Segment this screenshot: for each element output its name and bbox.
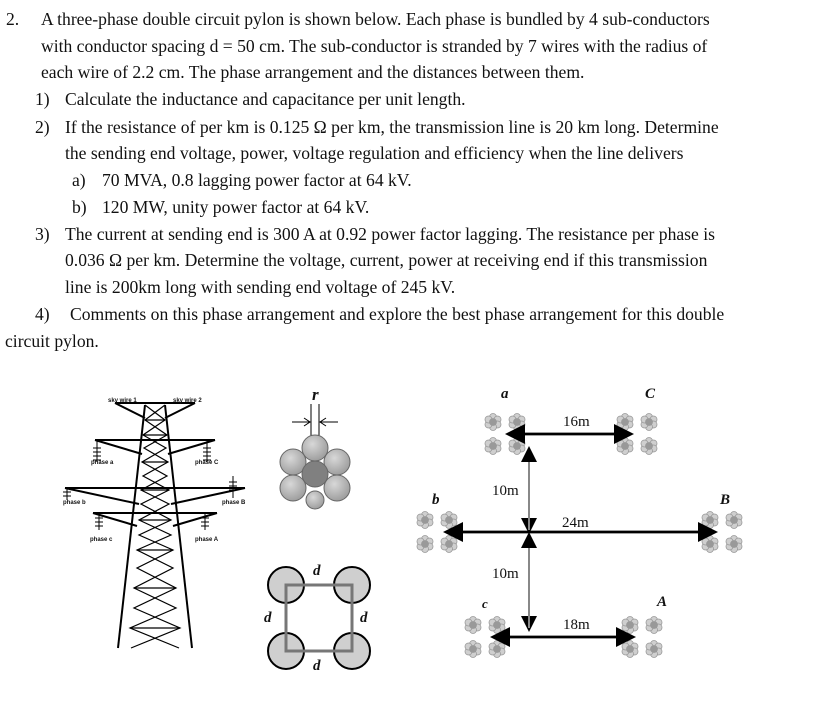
q2-line-2: the sending end voltage, power, voltage regulation and efficiency when the line delivers — [65, 143, 684, 163]
label-phase-B: phase B — [222, 500, 246, 506]
label-phase-A: phase A — [195, 537, 219, 543]
label-d-top: d — [313, 563, 321, 579]
dim-10m-lower: 10m — [492, 566, 519, 582]
label-phase-c: phase c — [90, 537, 113, 543]
q2-number: 2) — [35, 117, 50, 137]
strand-figure — [270, 390, 360, 510]
q1-text: Calculate the inductance and capacitance per unit length. — [65, 89, 466, 109]
label-phase-a: phase a — [91, 460, 114, 466]
dim-10m-upper: 10m — [492, 483, 519, 499]
q2-line-1: If the resistance of per km is 0.125 Ω per km, the transmission line is 20 km long. Determine — [65, 117, 719, 137]
label-d-bottom: d — [313, 658, 321, 674]
q3-line-2: 0.036 Ω per km. Determine the voltage, current, power at receiving end if this transmission — [65, 250, 708, 270]
dim-16m: 16m — [563, 414, 590, 430]
label-phase-b: phase b — [63, 500, 86, 506]
q2a-text: 70 MVA, 0.8 lagging power factor at 64 kV. — [102, 170, 412, 190]
label-phase-c-arr: c — [482, 596, 488, 611]
intro-line-3: each wire of 2.2 cm. The phase arrangement and the distances between them. — [41, 62, 585, 82]
q2a-number: a) — [72, 170, 86, 190]
label-phase-C: phase C — [195, 460, 219, 466]
dim-24m: 24m — [562, 515, 589, 531]
q1-number: 1) — [35, 89, 50, 109]
intro-line-1: A three-phase double circuit pylon is shown below. Each phase is bundled by 4 sub-conductors — [41, 9, 710, 29]
intro-line-2: with conductor spacing d = 50 cm. The sub-conductor is stranded by 7 wires with the radius of — [41, 36, 708, 56]
q4-line-1: Comments on this phase arrangement and explore the best phase arrangement for this double — [70, 304, 725, 324]
pylon-figure — [55, 390, 255, 650]
q3-number: 3) — [35, 224, 50, 244]
label-phase-B-arr: B — [720, 492, 731, 508]
q3-line-3: line is 200km long with sending end voltage of 245 kV. — [65, 277, 456, 297]
label-sky-wire-1: sky wire 1 — [108, 398, 137, 404]
q4-line-2: circuit pylon. — [5, 331, 99, 351]
label-r: r — [312, 385, 319, 404]
problem-number: 2. — [6, 9, 20, 29]
q2b-number: b) — [72, 197, 87, 217]
dim-18m: 18m — [563, 617, 590, 633]
label-phase-C-arr: C — [645, 386, 656, 402]
q2b-text: 120 MW, unity power factor at 64 kV. — [102, 197, 370, 217]
label-phase-b-arr: b — [432, 492, 440, 508]
label-phase-A-arr: A — [657, 594, 668, 610]
label-phase-a-arr: a — [501, 386, 509, 402]
arrangement-figure — [400, 380, 810, 680]
label-d-right: d — [360, 610, 368, 626]
q3-line-1: The current at sending end is 300 A at 0.92 power factor lagging. The resistance per phase is — [65, 224, 715, 244]
q4-number: 4) — [35, 304, 50, 324]
label-sky-wire-2: sky wire 2 — [173, 398, 202, 404]
label-d-left: d — [264, 610, 272, 626]
